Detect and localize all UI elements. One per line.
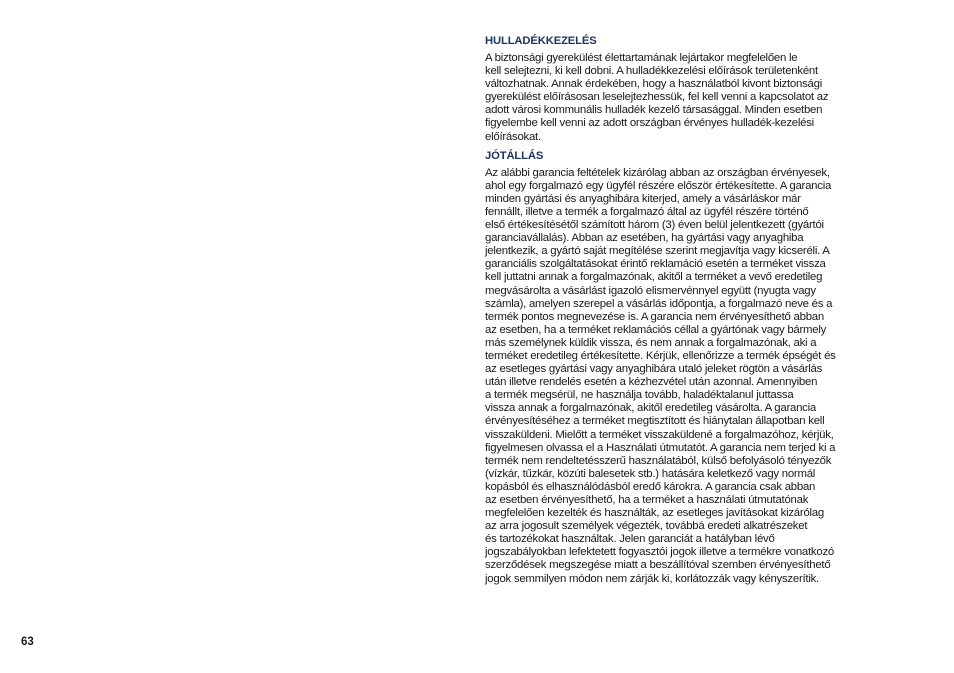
page-number: 63 xyxy=(21,636,34,648)
page-content xyxy=(485,34,920,586)
section-text-waste-management: A biztonsági gyerekülést élettartamának lejártakor megfelelően le kell selejtezni, ki kell dobni. A hulladékkezelési előírások területenként változhatnak. Annak érdekében, hogy a használatból kivont biztonsági gyerekülést előírásosan leselejtezhessük, fel kell venni a kapcsolatot az adott városi kommunális hulladék kezelő társasággal. Minden esetben figyelembe kell venni az adott országban érvényes hulladék-kezelési előírásokat. xyxy=(485,52,829,143)
section-heading-warranty: JÓTÁLLÁS xyxy=(485,149,544,162)
section-heading-waste-management: HULLADÉKKEZELÉS xyxy=(485,35,597,47)
section-text-warranty: Az alábbi garancia feltételek kizárólag abban az országban érvényesek, ahol egy forgalmazó egy ügyfél részére először értékesítette. A garancia minden gyártási és anyaghibára kiterjed, amely a vásárláskor már fennállt, illetve a termék a forgalmazó által az ügyfél részére történő első értékesítésétől számított három (3) éven belül jelentkezett (gyártói garanciavállalás). Abban az esetében, ha gyártási vagy anyaghiba jelentkezik, a gyártó saját megítélése szerint megjavítja vagy kicseréli. A garanciális szolgáltatásokat érintő reklamáció esetén a terméket vissza kell juttatni annak a forgalmazónak, akitől a terméket a vevő eredetileg megvásárolta a vásárlást igazoló elismervénnyel együtt (nyugta vagy számla), amelyen szerepel a vásárlás időpontja, a forgalmazó neve és a termék pontos megnevezése is. A garancia nem érvényesíthető abban az esetben, ha a terméket reklamációs céllal a gyártónak vagy bármely más személynek küldik vissza, és nem annak a forgalmazónak, aki a terméket eredetileg értékesítette. Kérjük, ellenőrizze a termék épségét és az esetleges gyártási vagy anyaghibára utaló jeleket rögtön a vásárlás után illetve rendelés esetén a kézhezvétel után azonnal. Amennyiben a termék megsérül, ne használja tovább, haladéktalanul juttassa vissza annak a forgalmazónak, akitől eredetileg vásárolta. A garancia érvényesítéséhez a terméket megtisztított és hiánytalan állapotban kell visszaküldeni. Mielőtt a terméket visszaküldené a forgalmazóhoz, kérjük, figyelmesen olvassa el a Használati útmutatót. A garancia nem terjed ki a termék nem rendeltetésszerű használatából, külső befolyásoló tényezők (vízkár, tűzkár, közúti balesetek stb.) hatására keletkező vagy normál kopásból és elhasználódásból eredő károkra. A garancia csak abban az esetben érvényesíthető, ha a terméket a használati útmutatónak megfelelően kezelték és használták, az esetleges javításokat kizárólag az arra jogosult személyek végezték, továbbá eredeti alkatrészeket és tartozékokat használtak. Jelen garanciát a hatályban lévő jogszabályokban lefektetett fogyasztói jogok illetve a termékre vonatkozó szerződések megszegése miatt a beszállítóval szemben érvényesíthető jogok semmilyen módon nem zárják ki, korlátozzák vagy kényszerítik. xyxy=(485,166,836,585)
